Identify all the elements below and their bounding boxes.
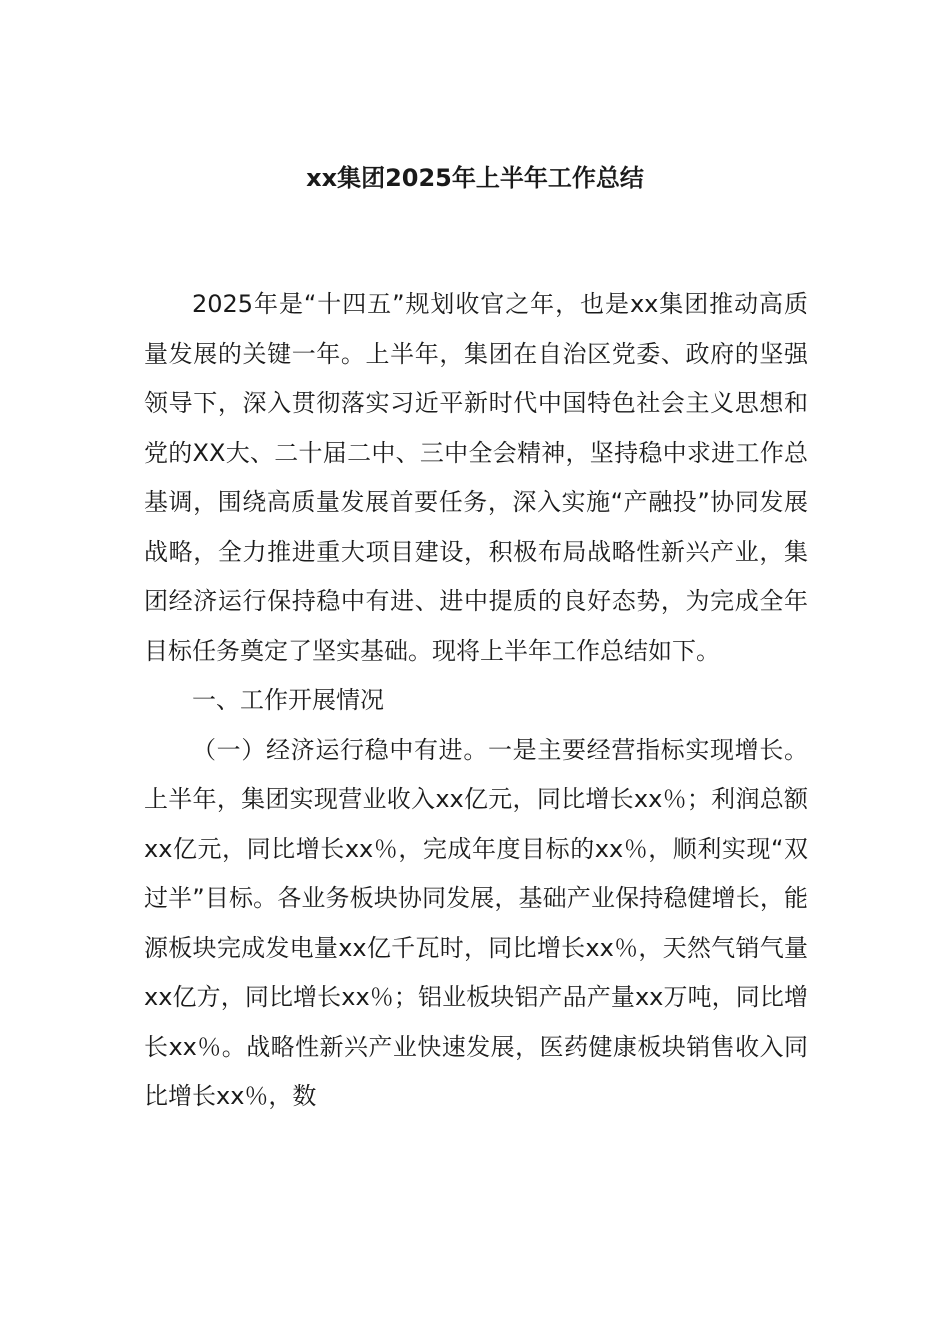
document-body — [144, 280, 808, 1122]
document-title: xx集团2025年上半年工作总结 — [306, 164, 644, 192]
subsection-paragraph: （一）经济运行稳中有进。一是主要经营指标实现增长。上半年，集团实现营业收入xx亿元，同比增长xx％；利润总额xx亿元，同比增长xx％，完成年度目标的xx％，顺利实现“双过半”目标。各业务板块协同发展，基础产业保持稳健增长，能源板块完成发电量xx亿千瓦时，同比增长xx％，天然气销气量xx亿方，同比增长xx％；铝业板块铝产品产量xx万吨，同比增长xx％。战略性新兴产业快速发展，医药健康板块销售收入同比增长xx％，数 — [144, 735, 808, 1110]
section-heading: 一、工作开展情况 — [192, 686, 384, 714]
intro-paragraph: 2025年是“十四五”规划收官之年，也是xx集团推动高质量发展的关键一年。上半年，集团在自治区党委、政府的坚强领导下，深入贯彻落实习近平新时代中国特色社会主义思想和党的XX大、二十届二中、三中全会精神，坚持稳中求进工作总基调，围绕高质量发展首要任务，深入实施“产融投”协同发展战略，全力推进重大项目建设，积极布局战略性新兴产业，集团经济运行保持稳中有进、进中提质的良好态势，为完成全年目标任务奠定了坚实基础。现将上半年工作总结如下。 — [144, 290, 808, 665]
